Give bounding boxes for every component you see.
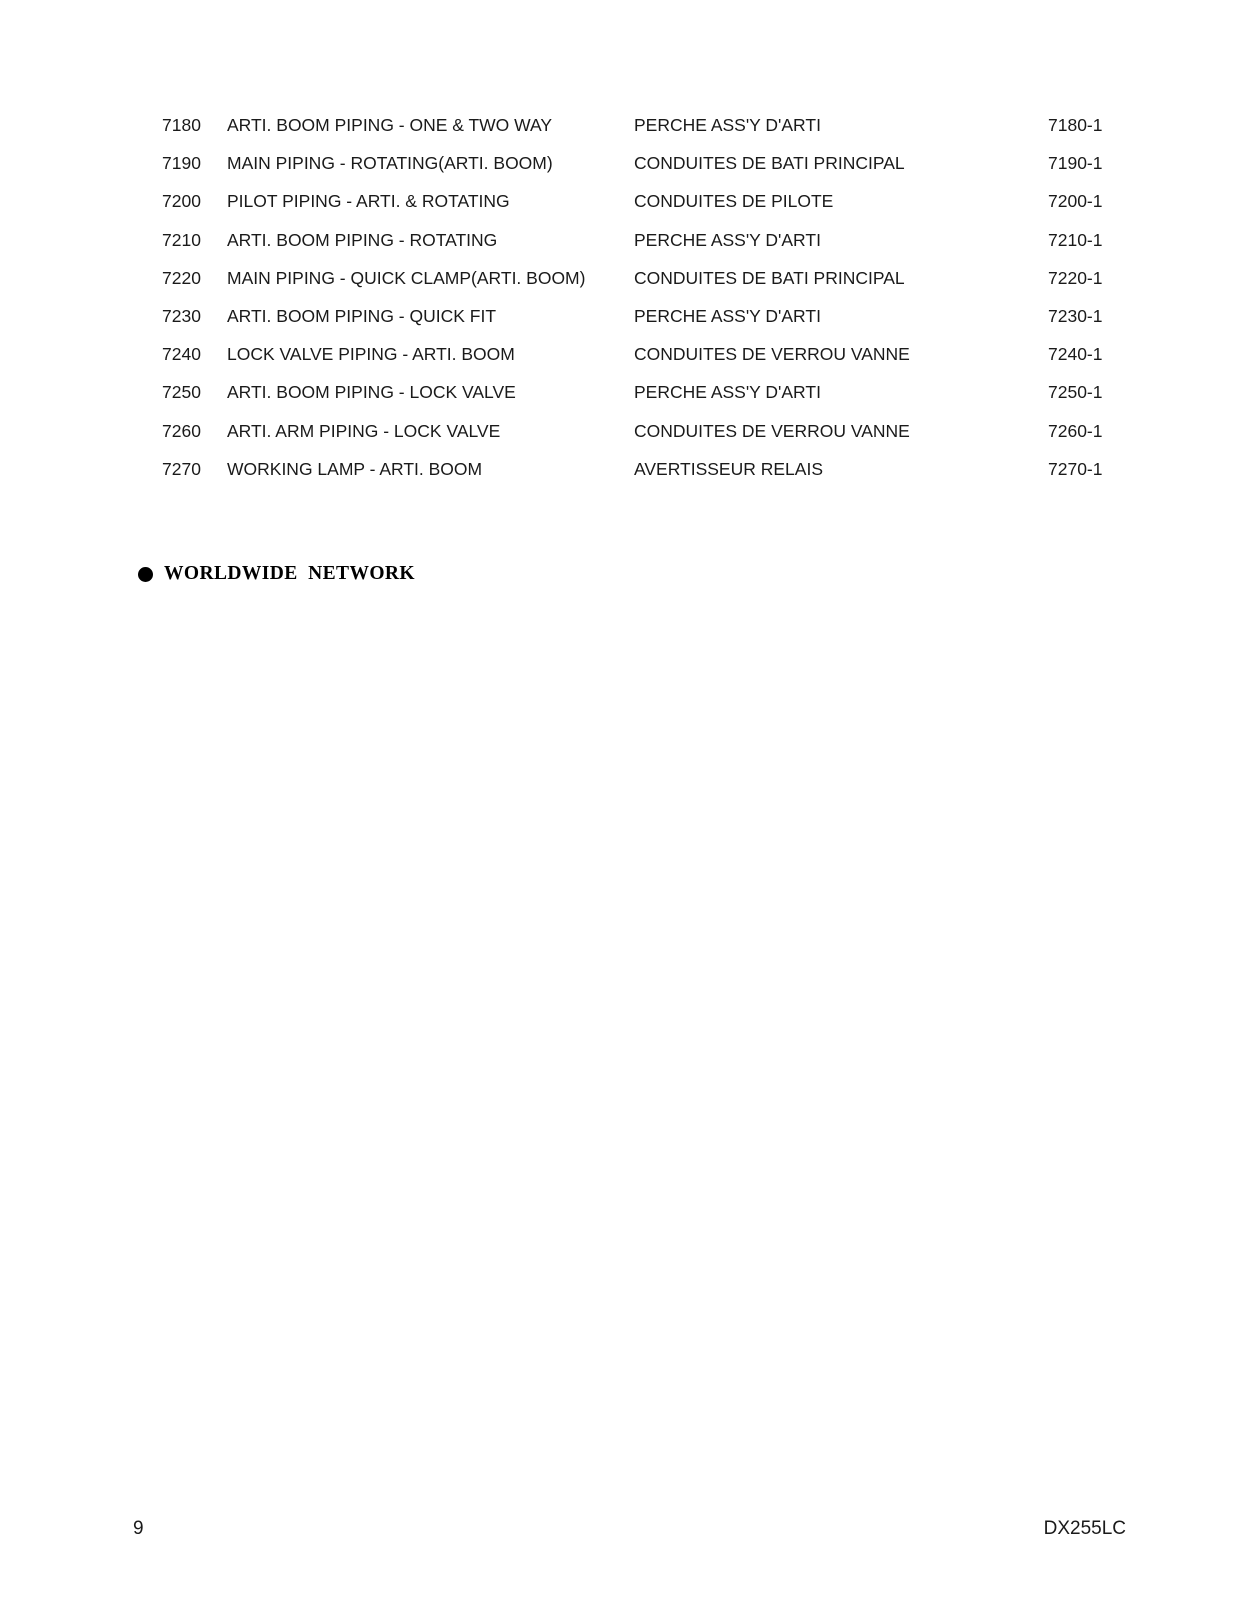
row-page-ref: 7180-1 <box>1048 115 1103 135</box>
row-code: 7260 <box>162 420 201 441</box>
row-code: 7250 <box>162 382 201 403</box>
row-page-ref: 7260-1 <box>1048 420 1103 441</box>
row-code: 7200 <box>162 191 201 212</box>
row-english-title: ARTI. BOOM PIPING - LOCK VALVE <box>227 382 516 403</box>
row-english-title: MAIN PIPING - QUICK CLAMP(ARTI. BOOM) <box>227 267 586 288</box>
row-french-title: PERCHE ASS'Y D'ARTI <box>634 115 821 135</box>
index-row <box>0 337 1236 375</box>
index-row <box>0 414 1236 452</box>
section-heading-text: WORLDWIDE NETWORK <box>164 563 415 584</box>
index-row <box>0 146 1236 184</box>
row-code: 7210 <box>162 229 201 250</box>
row-english-title: WORKING LAMP - ARTI. BOOM <box>227 458 483 479</box>
row-page-ref: 7200-1 <box>1048 191 1103 212</box>
row-page-ref: 7210-1 <box>1048 229 1103 250</box>
row-french-title: CONDUITES DE VERROU VANNE <box>634 344 910 365</box>
row-french-title: PERCHE ASS'Y D'ARTI <box>634 305 821 326</box>
row-french-title: CONDUITES DE BATI PRINCIPAL <box>634 153 905 174</box>
index-row <box>0 299 1236 337</box>
row-french-title: CONDUITES DE BATI PRINCIPAL <box>634 267 905 288</box>
row-french-title: CONDUITES DE PILOTE <box>634 191 834 212</box>
model-name: DX255LC <box>1043 1518 1126 1539</box>
row-code: 7270 <box>162 458 201 479</box>
row-french-title: PERCHE ASS'Y D'ARTI <box>634 229 821 250</box>
row-english-title: ARTI. BOOM PIPING - ONE & TWO WAY <box>227 115 553 135</box>
parts-index-table <box>0 108 1236 490</box>
row-french-title: AVERTISSEUR RELAIS <box>634 458 823 479</box>
row-code: 7240 <box>162 344 201 365</box>
row-english-title: MAIN PIPING - ROTATING(ARTI. BOOM) <box>227 153 553 174</box>
row-page-ref: 7270-1 <box>1048 458 1103 479</box>
row-page-ref: 7230-1 <box>1048 305 1103 326</box>
section-heading <box>138 563 415 585</box>
index-row <box>0 375 1236 413</box>
row-code: 7180 <box>162 115 201 135</box>
row-code: 7230 <box>162 305 201 326</box>
index-row <box>0 261 1236 299</box>
row-page-ref: 7220-1 <box>1048 267 1103 288</box>
page-number: 9 <box>133 1518 144 1539</box>
row-english-title: ARTI. BOOM PIPING - ROTATING <box>227 229 498 250</box>
row-code: 7220 <box>162 267 201 288</box>
row-french-title: CONDUITES DE VERROU VANNE <box>634 420 910 441</box>
row-page-ref: 7190-1 <box>1048 153 1103 174</box>
row-english-title: ARTI. ARM PIPING - LOCK VALVE <box>227 420 501 441</box>
row-page-ref: 7240-1 <box>1048 344 1103 365</box>
row-code: 7190 <box>162 153 201 174</box>
row-english-title: PILOT PIPING - ARTI. & ROTATING <box>227 191 510 212</box>
index-row <box>0 223 1236 261</box>
row-french-title: PERCHE ASS'Y D'ARTI <box>634 382 821 403</box>
bullet-icon <box>138 567 153 582</box>
row-page-ref: 7250-1 <box>1048 382 1103 403</box>
index-row <box>0 108 1236 146</box>
index-row <box>0 184 1236 222</box>
row-english-title: ARTI. BOOM PIPING - QUICK FIT <box>227 305 497 326</box>
row-english-title: LOCK VALVE PIPING - ARTI. BOOM <box>227 344 515 365</box>
index-row <box>0 452 1236 490</box>
